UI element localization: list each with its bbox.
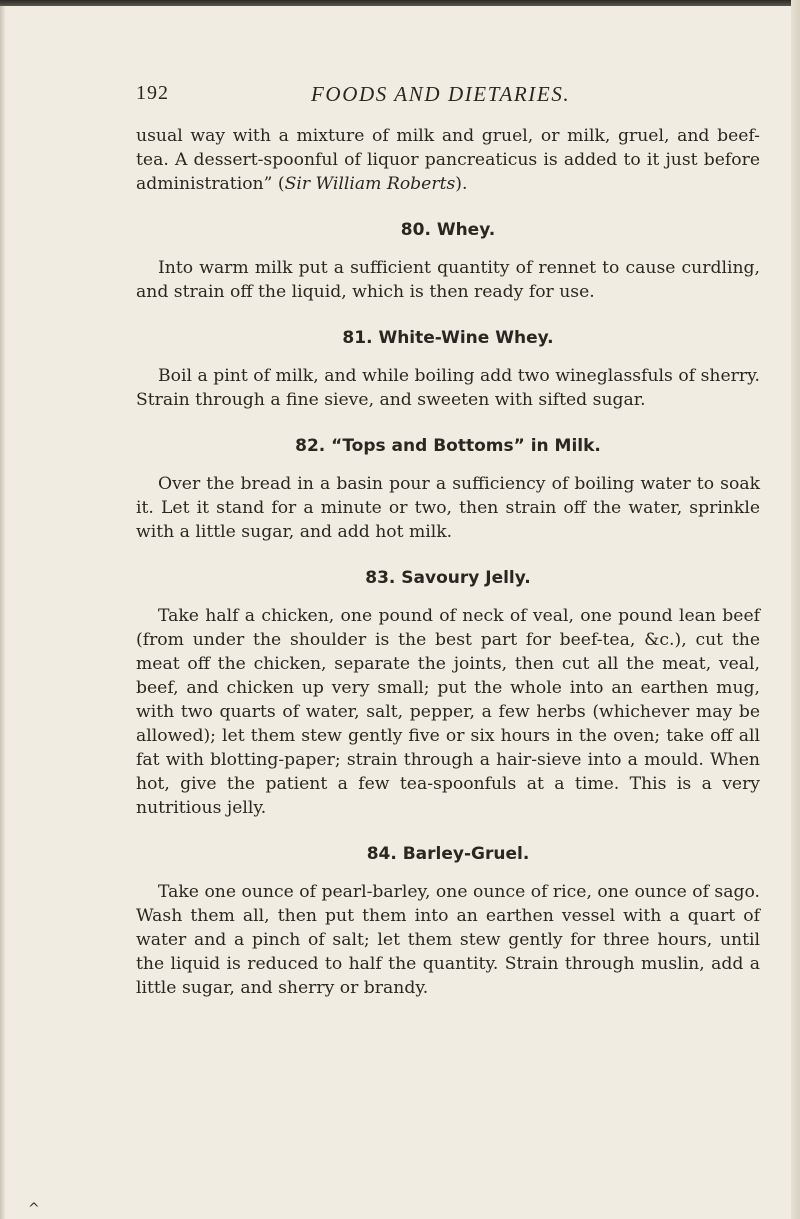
intro-text: usual way with a mixture of milk and gruel, or milk, gruel, and beef-tea. A dessert-spoonful of liquor pancreaticus is added to it just before administration” ( — [136, 126, 760, 194]
recipe-title-81: 81. White-Wine Whey. — [342, 328, 554, 348]
recipe-title-82: 82. “Tops and Bottoms” in Milk. — [295, 436, 601, 456]
page-edge — [791, 0, 800, 1219]
top-binding-edge — [0, 0, 800, 6]
recipe-body-82: Over the bread in a basin pour a sufficiency of boiling water to soak it. Let it stand for a minute or two, then strain off the water, sprinkle with a little sugar, and add hot milk. — [136, 474, 760, 542]
recipe-title-80: 80. Whey. — [400, 220, 496, 240]
page-number: 192 — [136, 82, 169, 104]
recipe-body-83: Take half a chicken, one pound of neck of veal, one pound lean beef (from under the shoulder is the best part for beef-tea, &c.), cut the meat off the chicken, separate the joints, then cut all the meat, veal, beef, and chicken up very small; put the whole into an earthen mug, with two quarts of water, salt, pepper, a few herbs (whichever may be allowed); let them stew gently five or six hours in the oven; take off all fat with blotting-paper; strain through a hair-sieve into a mould. When hot, give the patient a few tea-spoonfuls at a time. This is a very nutritious jelly. — [136, 606, 760, 818]
intro-paragraph — [136, 124, 760, 196]
gutter-shadow — [0, 6, 6, 1219]
page-body — [136, 124, 760, 1000]
recipe-body-84: Take one ounce of pearl-barley, one ounce of rice, one ounce of sago. Wash them all, then put them into an earthen vessel with a quart of water and a pinch of salt; let them stew gently for three hours, until the liquid is reduced to half the quantity. Strain through muslin, add a little sugar, and sherry or brandy. — [136, 882, 760, 998]
recipe-title-83: 83. Savoury Jelly. — [365, 568, 531, 588]
running-head: FOODS AND DIETARIES. — [311, 82, 571, 106]
recipe-title-84: 84. Barley-Gruel. — [366, 844, 530, 864]
corner-caret-mark: ^ — [28, 1201, 40, 1217]
recipe-body-81: Boil a pint of milk, and while boiling add two wineglassfuls of sherry. Strain through a fine sieve, and sweeten with sifted sugar. — [136, 366, 760, 410]
page-header — [136, 82, 764, 110]
intro-citation: Sir William Roberts — [284, 174, 456, 194]
intro-tail: ). — [455, 174, 468, 194]
recipe-body-80: Into warm milk put a sufficient quantity of rennet to cause curdling, and strain off the liquid, which is then ready for use. — [136, 258, 760, 302]
